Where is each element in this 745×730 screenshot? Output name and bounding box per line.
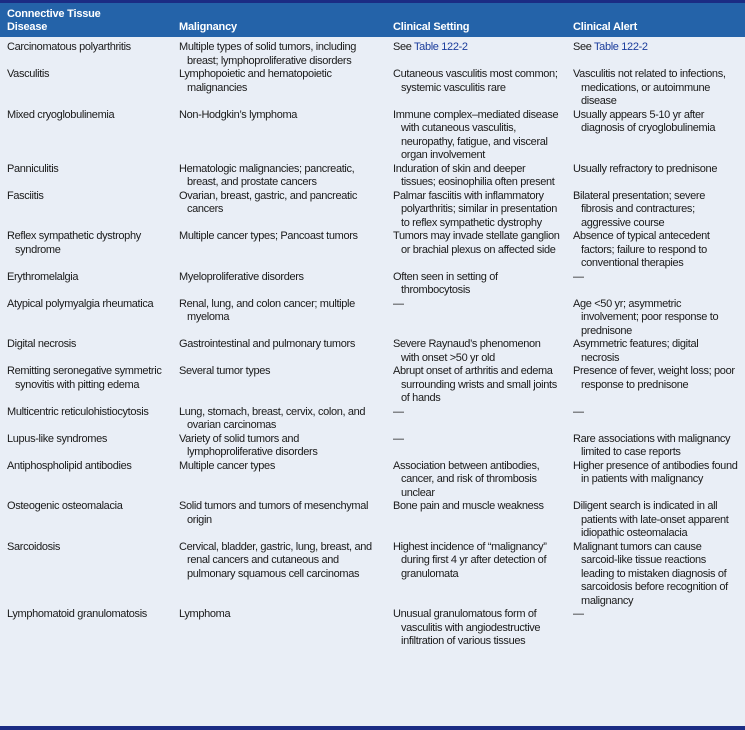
cell-alert: — [573, 270, 584, 283]
bottom-rule [0, 726, 745, 730]
cell-alert: Higher presence of antibodies found in patients with malignancy [573, 459, 738, 485]
cell-malignancy: Hematologic malignancies; pancreatic, breast, and prostate cancers [179, 162, 355, 188]
table-row [0, 406, 745, 433]
cell-disease: Carcinomatous polyarthritis [7, 41, 131, 53]
header-row [0, 3, 745, 37]
table-row [0, 460, 745, 501]
cell-setting: — [393, 432, 404, 445]
cell-disease: Panniculitis [7, 162, 59, 175]
cell-alert: — [573, 608, 584, 620]
cell-malignancy: Lymphoma [179, 608, 231, 620]
cell-malignancy: Multiple cancer types [179, 459, 275, 472]
table-row [0, 271, 745, 298]
cell-alert-prefix: See [573, 41, 595, 53]
cell-disease: Erythromelalgia [7, 270, 79, 283]
cell-disease: Lymphomatoid granulomatosis [7, 608, 147, 620]
cell-setting: Unusual granulomatous form of vasculitis with angiodestructive infiltration of various tissues [393, 608, 541, 647]
table-row [0, 163, 745, 190]
cell-setting: Association between antibodies, cancer, and risk of thrombosis unclear [393, 459, 540, 499]
table-row [0, 190, 745, 231]
cell-alert: Diligent search is indicated in all patients with late-onset apparent idiopathic osteomalacia [573, 500, 729, 539]
cell-setting: Induration of skin and deeper tissues; eosinophilia often present [393, 162, 555, 188]
header-malignancy: Malignancy [172, 3, 386, 37]
cell-alert: — [573, 405, 584, 418]
cell-setting: — [393, 297, 404, 310]
data-table [0, 3, 745, 649]
header-disease-line2: Disease [7, 21, 48, 33]
table-link[interactable]: Table 122-2 [414, 41, 468, 53]
cell-malignancy: Several tumor types [179, 365, 271, 377]
cell-alert: Asymmetric features; digital necrosis [573, 338, 699, 364]
table-row [0, 109, 745, 163]
cell-disease: Vasculitis [7, 68, 50, 80]
cell-setting: Palmar fasciitis with inflammatory polyarthritis; similar in presentation to reflex sympathetic dystrophy [393, 189, 558, 229]
cell-setting: Often seen in setting of thrombocytosis [393, 270, 498, 296]
cell-malignancy: Cervical, bladder, gastric, lung, breast, and renal cancers and cutaneous and pulmonary squamous cell carcinomas [179, 540, 372, 580]
table-link[interactable]: Table 122-2 [594, 41, 648, 53]
cell-alert: Usually appears 5-10 yr after diagnosis of cryoglobulinemia [573, 108, 716, 134]
cell-malignancy: Renal, lung, and colon cancer; multiple myeloma [179, 297, 355, 323]
cell-setting: — [393, 405, 404, 418]
cell-alert: Absence of typical antecedent factors; failure to respond to conventional therapies [573, 230, 710, 269]
cell-setting: Abrupt onset of arthritis and edema surrounding wrists and small joints of hands [393, 365, 557, 404]
table-row [0, 338, 745, 365]
cell-alert [566, 37, 745, 68]
table-row [0, 541, 745, 609]
cell-malignancy: Variety of solid tumors and lymphoproliferative disorders [179, 432, 318, 458]
cell-disease: Remitting seronegative symmetric synovitis with pitting edema [7, 365, 162, 391]
cell-disease: Osteogenic osteomalacia [7, 500, 123, 512]
header-clinical-setting: Clinical Setting [386, 3, 566, 37]
cell-alert: Age <50 yr; asymmetric involvement; poor response to prednisone [573, 297, 719, 337]
cell-malignancy: Lymphopoietic and hematopoietic malignancies [179, 68, 332, 94]
cell-disease: Reflex sympathetic dystrophy syndrome [7, 230, 141, 256]
cell-disease: Mixed cryoglobulinemia [7, 108, 115, 121]
table-row [0, 365, 745, 406]
cell-alert: Bilateral presentation; severe fibrosis and contractures; aggressive course [573, 189, 705, 229]
cell-disease: Sarcoidosis [7, 540, 61, 553]
cell-alert: Vasculitis not related to infections, medications, or autoimmune disease [573, 68, 726, 107]
cell-malignancy: Solid tumors and tumors of mesenchymal origin [179, 500, 369, 526]
cell-disease: Antiphospholipid antibodies [7, 459, 132, 472]
header-clinical-alert: Clinical Alert [566, 3, 745, 37]
cell-disease: Fasciitis [7, 189, 44, 202]
cell-setting: Tumors may invade stellate ganglion or brachial plexus on affected side [393, 230, 560, 256]
cell-setting: Immune complex–mediated disease with cutaneous vasculitis, neuropathy, fatigue, and visceral organ involvement [393, 108, 559, 161]
table-row [0, 37, 745, 68]
table-row [0, 433, 745, 460]
cell-disease: Multicentric reticulohistiocytosis [7, 405, 149, 418]
cell-alert: Presence of fever, weight loss; poor response to prednisone [573, 365, 735, 391]
cell-setting-prefix: See [393, 41, 415, 53]
cell-malignancy: Gastrointestinal and pulmonary tumors [179, 338, 355, 350]
table-row [0, 500, 745, 541]
cell-malignancy: Lung, stomach, breast, cervix, colon, and ovarian carcinomas [179, 405, 366, 431]
header-disease [0, 3, 172, 37]
cell-malignancy: Multiple cancer types; Pancoast tumors [179, 230, 358, 242]
cell-malignancy: Ovarian, breast, gastric, and pancreatic cancers [179, 189, 357, 215]
table-row [0, 68, 745, 109]
cell-setting [386, 37, 566, 68]
table-row [0, 608, 745, 649]
cell-malignancy: Multiple types of solid tumors, including breast; lymphoproliferative disorders [179, 41, 357, 67]
cell-malignancy: Myeloproliferative disorders [179, 270, 304, 283]
header-disease-line1: Connective Tissue [7, 8, 101, 20]
cell-disease: Atypical polymyalgia rheumatica [7, 297, 154, 310]
table-row [0, 230, 745, 271]
cell-setting: Severe Raynaud’s phenomenon with onset >50 yr old [393, 338, 541, 364]
cell-disease: Digital necrosis [7, 338, 76, 350]
cell-disease: Lupus-like syndromes [7, 432, 107, 445]
cell-setting: Bone pain and muscle weakness [393, 500, 544, 512]
cell-malignancy: Non-Hodgkin’s lymphoma [179, 108, 298, 121]
table-row [0, 298, 745, 339]
cell-setting: Highest incidence of “malignancy” during first 4 yr after detection of granulomata [393, 540, 547, 580]
cell-alert: Malignant tumors can cause sarcoid-like tissue reactions leading to mistaken diagnosis of sarcoidosis before recognition of malignancy [573, 540, 728, 607]
cell-alert: Rare associations with malignancy limited to case reports [573, 432, 731, 458]
cell-setting: Cutaneous vasculitis most common; systemic vasculitis rare [393, 68, 558, 94]
cell-alert: Usually refractory to prednisone [573, 162, 718, 175]
